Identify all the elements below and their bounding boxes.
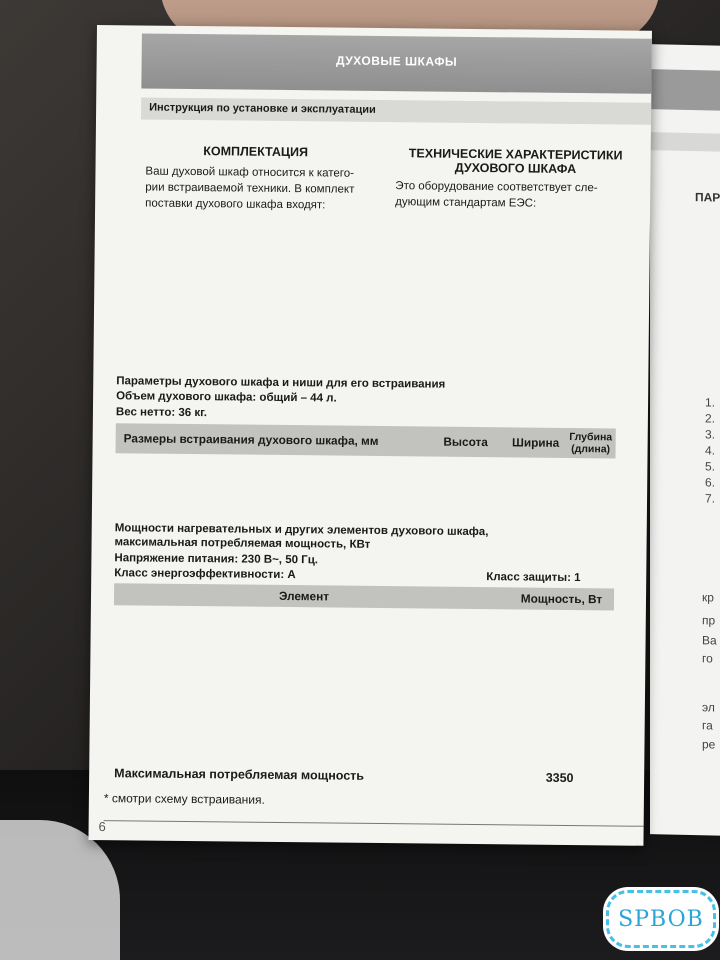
depth-header: Глубина [569,430,613,444]
dimensions-header-cell: Размеры встраивания духового шкафа, мм [123,431,379,448]
next-page-heading-fragment: ПАР [695,190,720,205]
right-intro-line: Это оборудование соответствует сле- [395,180,598,195]
right-intro-line: дующим стандартам ЕЭС: [395,196,537,210]
right-section-title [395,146,635,177]
power-protection-class: Класс защиты: 1 [486,571,581,585]
watermark-logo [606,890,716,948]
bottom-rule [104,820,644,827]
next-page-list-number: 7. [705,491,716,506]
left-section-title: КОМПЛЕКТАЦИЯ [203,144,309,160]
left-intro [145,164,355,214]
power-header-cell: Элемент [278,588,330,604]
page-subheader-text: Инструкция по установке и эксплуатации [149,101,376,116]
left-intro-line: поставки духового шкафа входят: [145,197,326,212]
next-page-list-number: 2. [705,411,716,426]
next-page-text-fragment: го [702,651,713,666]
page-header-title: ДУХОВЫЕ ШКАФЫ [335,53,458,69]
next-page-text-fragment: га [702,718,713,733]
footnote: * смотри схему встраивания. [103,791,265,807]
manual-page [88,25,652,846]
next-page-header-band [650,69,720,111]
depth-header-sub: (длина) [571,442,611,456]
watermark-text: SPBOB [618,906,704,932]
next-page-list-number: 5. [705,459,716,474]
power-table-header [114,583,614,610]
right-intro [395,178,598,212]
next-page-text-fragment: эл [702,700,715,715]
next-page-list-number: 4. [705,443,716,458]
next-page-list-number: 1. [705,395,716,410]
page-number: 6 [98,819,106,835]
power-max-row [112,763,612,788]
page-header [141,33,652,93]
left-intro-line: рии встраиваемой техники. В комплект [145,181,355,196]
next-page-text-fragment: кр [702,590,714,605]
next-page-text-fragment: пр [702,613,716,628]
params-weight: Вес нетто: 36 кг. [115,406,208,420]
next-page [650,44,720,836]
dimensions-table [115,423,616,523]
params-title: Параметры духового шкафа и ниши для его встраивания [116,375,446,391]
next-page-subheader [650,132,720,152]
dimensions-header-cell: Высота [443,434,488,450]
power-title-line: Мощности нагревательных и других элементов духового шкафа, [114,522,489,539]
right-title-line: ТЕХНИЧЕСКИЕ ХАРАКТЕРИСТИКИ [408,146,623,163]
power-energy-class: Класс энергоэффективности: А [114,567,296,582]
next-page-text-fragment: Ва [702,633,717,648]
right-title-line: ДУХОВОГО ШКАФА [454,160,577,177]
left-intro-line: Ваш духовой шкаф относится к катего- [145,165,355,180]
next-page-text-fragment: ре [702,737,716,752]
dimensions-header-cell: Ширина [511,435,560,450]
page-subheader [141,97,651,124]
next-page-list-number: 6. [705,475,716,490]
power-header-cell: Мощность, Вт [520,591,603,607]
power-table [112,583,614,788]
power-max-value: 3350 [545,770,574,786]
dimensions-header-cell [565,428,615,459]
params-volume: Объем духового шкафа: общий – 44 л. [116,390,337,405]
power-title [115,521,489,553]
next-page-list-number: 3. [705,427,716,442]
dimensions-table-header [116,423,616,458]
power-voltage: Напряжение питания: 230 В~, 50 Гц. [114,552,319,567]
power-max-label: Максимальная потребляемая мощность [114,766,365,783]
power-title-line: максимальная потребляемая мощность, КВт [114,536,371,551]
